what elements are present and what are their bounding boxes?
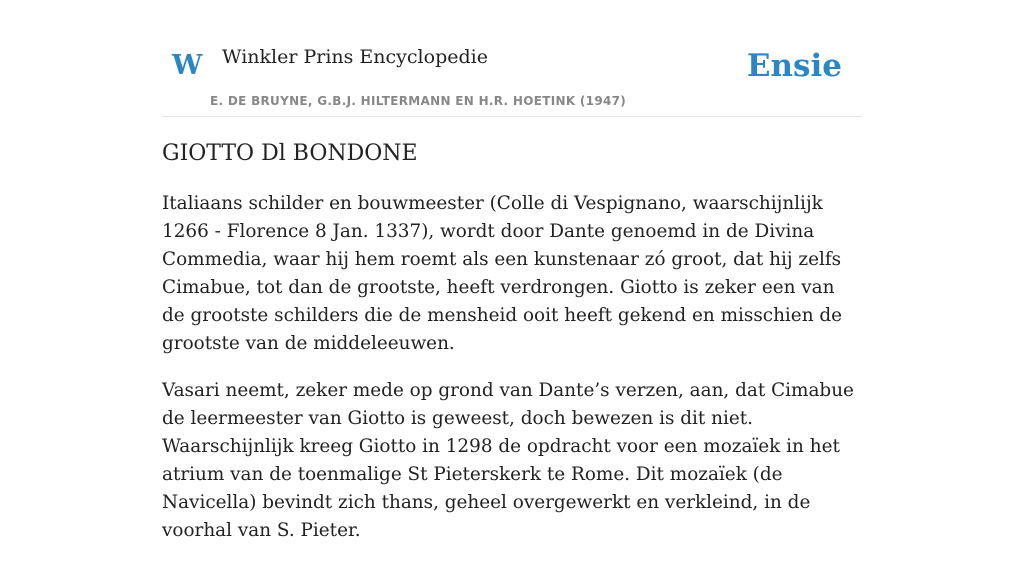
article-paragraph: Italiaans schilder en bouwmeester (Colle di Vespignano, waarschijnlijk 1266 - Florence 8 Jan. 1337), wordt door Dante genoemd in de Divina Commedia, waar hij hem roemt als een kunstenaar zó groot, dat hij zelfs Cimabue, tot dan de grootste, heeft verdrongen. Giotto is zeker een van de grootste schilders die de mensheid ooit heeft gekend en misschien de grootste van de middeleeuwen. xyxy=(162,192,843,354)
source-logo-icon[interactable]: W xyxy=(172,50,203,81)
article-paragraph: Vasari neemt, zeker mede op grond van Dante’s verzen, aan, dat Cimabue de leermeester van Giotto is geweest, doch bewezen is dit niet. Waarschijnlijk kreeg Giotto in 1298 de opdracht voor een mozaïek in het atrium van de toenmalige St Pieterskerk te Rome. Dit mozaïek (de Navicella) bevindt zich thans, geheel overgewerkt en verkleind, in de voorhal van S. Pieter. xyxy=(162,379,854,541)
header xyxy=(162,0,862,117)
article xyxy=(162,140,862,564)
brand-logo[interactable]: Ensie xyxy=(746,48,842,84)
article-title: GIOTTO Dl BONDONE xyxy=(162,141,418,166)
authors-line: E. DE BRUYNE, G.B.J. HILTERMANN EN H.R. HOETINK (1947) xyxy=(210,94,627,108)
source-title[interactable]: Winkler Prins Encyclopedie xyxy=(222,46,488,68)
